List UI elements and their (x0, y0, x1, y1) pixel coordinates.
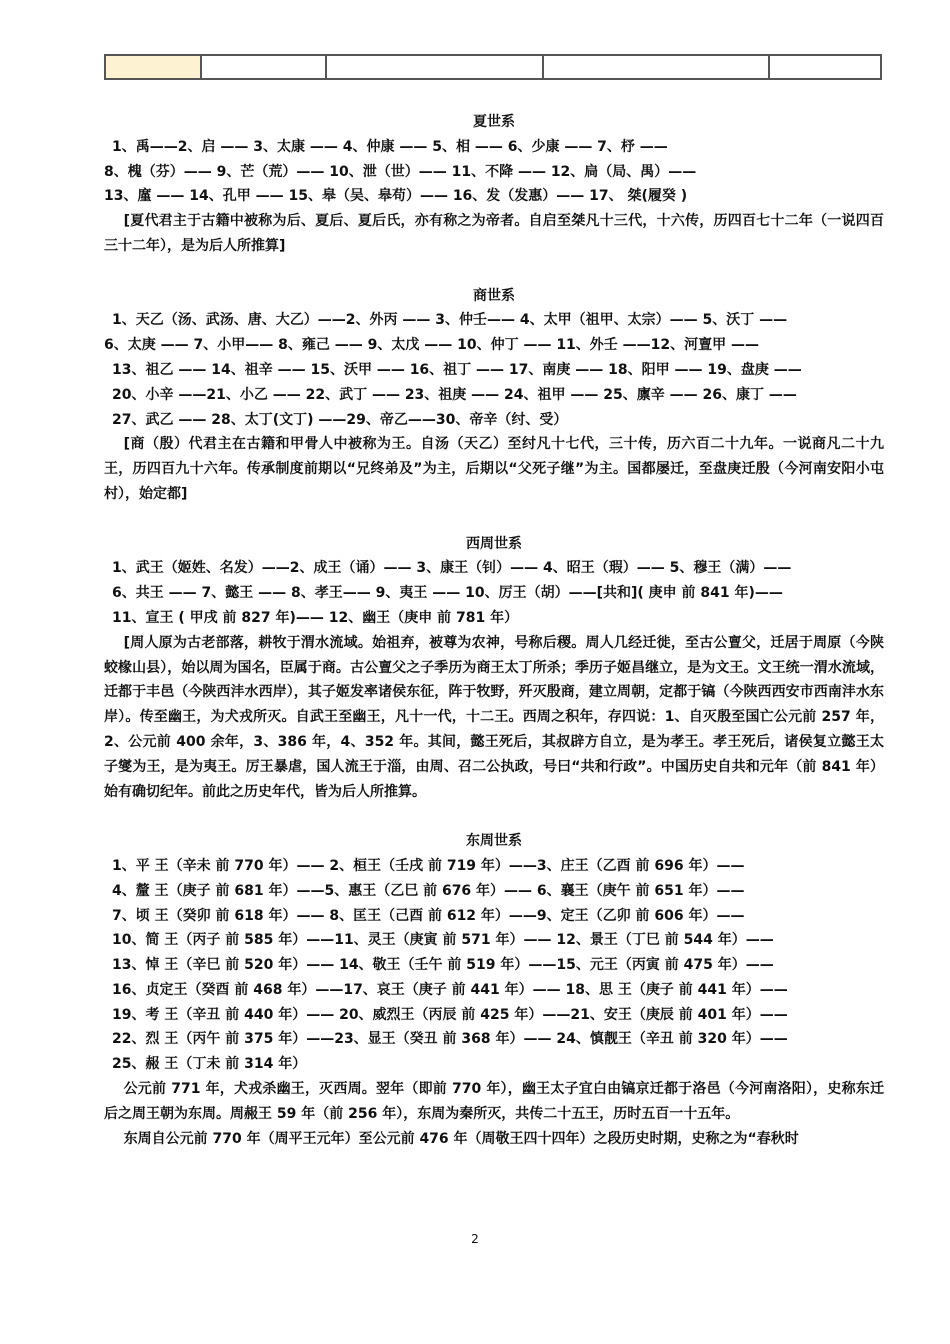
lineage-line: 10、简 王（丙子 前 585 年）——11、灵王（庚寅 前 571 年）—— 12、景王（丁巳 前 544 年）—— (112, 932, 774, 949)
header-cell (327, 56, 544, 78)
lineage-line: 20、小辛 ——21、小乙 —— 22、武丁 —— 23、祖庚 —— 24、祖甲 —— 25、廪辛 —— 26、康丁 —— (112, 386, 797, 403)
document-body (104, 110, 884, 1176)
note-paragraph: 公元前 771 年，犬戎杀幽王，灭西周。翌年（即前 770 年），幽王太子宜白由镐京迁都于洛邑（今河南洛阳），史称东迁后之周王朝为东周。周赧王 59 年（前 256 年），东周为秦所灭，共传二十五王，历时五百一十五年。 (104, 1081, 884, 1122)
note-paragraph: 东周自公元前 770 年（周平王元年）至公元前 476 年（周敬王四十四年）之段历史时期，史称之为“春秋时 (123, 1130, 799, 1147)
lineage-line: 1、武王（姬姓、名发）——2、成王（诵）—— 3、康王（钊）—— 4、昭王（瑕）—— 5、穆王（满）—— (112, 560, 792, 577)
header-cell (544, 56, 770, 78)
header-table (104, 54, 882, 80)
page-number: 2 (471, 1232, 479, 1246)
lineage-line: 19、考 王（辛丑 前 440 年）—— 20、威烈王（丙辰 前 425 年）——21、安王（庚辰 前 401 年）—— (112, 1006, 788, 1023)
lineage-line: 11、宣王 ( 甲戌 前 827 年)—— 12、幽王（庚申 前 781 年） (112, 609, 519, 626)
lineage-line: 1、禹——2、启 —— 3、太康 —— 4、仲康 —— 5、相 —— 6、少康 —— 7、杼 —— (112, 138, 668, 155)
lineage-line: 13、祖乙 —— 14、祖辛 —— 15、沃甲 —— 16、祖丁 —— 17、南庚 —— 18、阳甲 —— 19、盘庚 —— (112, 361, 802, 378)
lineage-line: 27、武乙 —— 28、太丁(文丁) ——29、帝乙——30、帝辛（纣、受） (112, 411, 568, 428)
note-paragraph: [商（殷）代君主在古籍和甲骨人中被称为王。自汤（天乙）至纣凡十七代，三十传，历六百二十九年。一说商凡二十九王，历四百九十六年。传承制度前期以“兄终弟及”为主，后期以“父死子继”为主。国都屡迁，至盘庚迁殷（今河南安阳小屯村），始定都] (104, 436, 884, 502)
header-cell (106, 56, 202, 78)
section-title: 商世系 (473, 287, 515, 304)
note-paragraph: [周人原为古老部落，耕牧于渭水流域。始祖弃，被尊为农神，号称后稷。周人几经迁徙，至古公亶父，迁居于周原（今陕蛟椽山县），始以周为国名，臣属于商。古公亶父之子季历为商王太丁所杀；季历子姬昌继立，是为文王。文王统一渭水流域，迁都于丰邑（今陕西沣水西岸），其子姬发率诸侯东征，阵于牧野，歼灭殷商，建立周朝，定都于镐（今陕西西安市西南沣水东岸）。传至幽王，为犬戎所灭。自武王至幽王，凡十一代，十二王。西周之积年，存四说：1、自灭殷至国亡公元前 257 年，2、公元前 400 余年，3、386 年，4、352 年。其间，懿王死后，其叔辟方自立，是为孝王。孝王死后，诸侯复立懿王太子燮为王，是为夷王。厉王暴虐，国人流王于淄，由周、召二公执政，号曰“共和行政”。中国历史自共和元年（前 841 年）始有确切纪年。前此之历史年代，皆为后人所推算。 (104, 634, 884, 800)
shang-section (104, 284, 884, 507)
lineage-line: 13、悼 王（辛巳 前 520 年）—— 14、敬王（壬午 前 519 年）——15、元王（丙寅 前 475 年）—— (112, 957, 774, 974)
lineage-line: 13、廑 —— 14、孔甲 —— 15、皋（吴、皋苟）—— 16、发（发惠）—— 17、 桀(履癸 ) (104, 188, 688, 205)
section-title: 西周世系 (466, 535, 522, 552)
section-note (104, 209, 884, 259)
xia-section (104, 110, 884, 259)
header-cell (770, 56, 880, 78)
lineage-line: 25、赧 王（丁未 前 314 年） (112, 1056, 307, 1073)
header-cell (202, 56, 327, 78)
section-title: 夏世系 (473, 114, 515, 130)
lineage-line: 4、釐 王（庚子 前 681 年）——5、惠王（乙巳 前 676 年）—— 6、襄王（庚午 前 651 年）—— (112, 882, 745, 899)
section-note (104, 1077, 884, 1151)
lineage-line: 6、太庚 —— 7、小甲—— 8、雍己 —— 9、太戊 —— 10、仲丁 —— 11、外壬 ——12、河亶甲 —— (104, 337, 760, 354)
dongzhou-section (104, 829, 884, 1151)
lineage-line: 7、顷 王（癸卯 前 618 年）—— 8、匡王（己酉 前 612 年）——9、定王（乙卯 前 606 年）—— (112, 907, 745, 924)
lineage-line: 22、烈 王（丙午 前 375 年）——23、显王（癸丑 前 368 年）—— 24、慎靓王（辛丑 前 320 年）—— (112, 1031, 788, 1048)
section-title: 东周世系 (466, 833, 522, 850)
lineage-line: 1、天乙（汤、武汤、唐、大乙）——2、外丙 —— 3、仲壬—— 4、太甲（祖甲、太宗）—— 5、沃丁 —— (112, 312, 788, 329)
lineage-line: 16、贞定王（癸酉 前 468 年）——17、哀王（庚子 前 441 年）—— 18、思 王（庚子 前 441 年）—— (112, 981, 788, 998)
lineage-line: 1、平 王（辛未 前 770 年）—— 2、桓王（壬戌 前 719 年）——3、庄王（乙酉 前 696 年）—— (112, 857, 745, 874)
lineage-line: 6、共王 —— 7、懿王 —— 8、孝王—— 9、夷王 —— 10、厉王（胡）——[共和]( 庚申 前 841 年)—— (112, 585, 783, 602)
xizhou-section (104, 532, 884, 805)
section-note (104, 432, 884, 506)
note-paragraph: [夏代君主于古籍中被称为后、夏后、夏后氏，亦有称之为帝者。自启至桀凡十三代，十六传，历四百七十二年（一说四百三十二年），是为后人所推算] (104, 213, 884, 254)
section-note (104, 631, 884, 805)
lineage-line: 8、槐（芬）—— 9、芒（荒）—— 10、泄（世）—— 11、不降 —— 12、扃（局、禺）—— (104, 163, 697, 180)
